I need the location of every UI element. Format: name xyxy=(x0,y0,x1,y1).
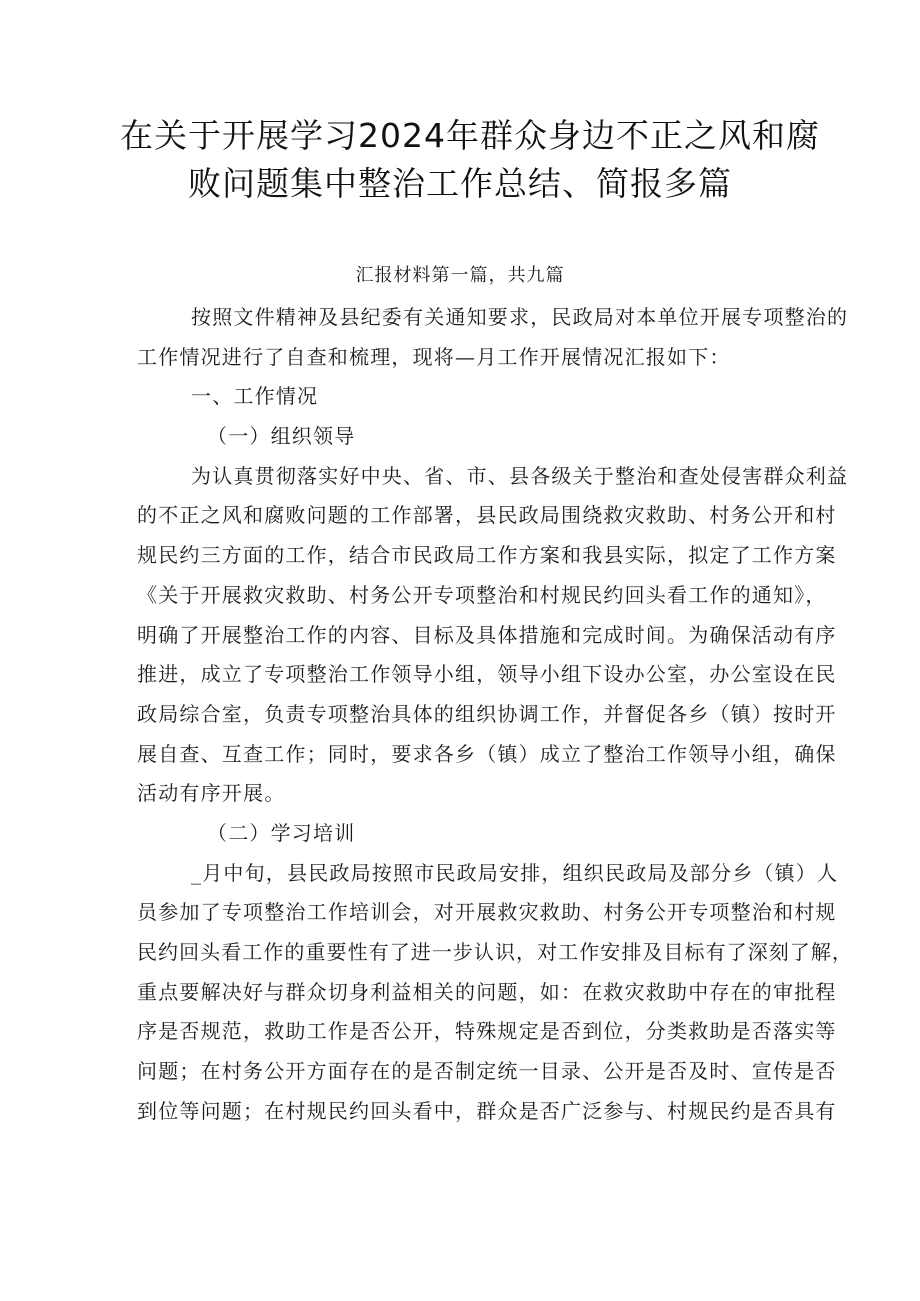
title-line-2: 败问题集中整治工作总结、简报多篇 xyxy=(188,164,732,203)
paragraph-line: 《关于开展救灾救助、村务公开专项整治和村规民约回头看工作的通知》， xyxy=(137,582,827,607)
paragraph-line: 民约回头看工作的重要性有了进一步认识，对工作安排及目标有了深刻了解， xyxy=(137,940,853,964)
paragraph-line: 按照文件精神及县纪委有关通知要求，民政局对本单位开展专项整治的 xyxy=(191,305,849,329)
paragraph-line: 政局综合室，负责专项整治具体的组织协调工作，并督促各乡（镇）按时开 xyxy=(137,701,837,726)
title-line-1: 在关于开展学习2024年群众身边不正之风和腐 xyxy=(120,116,820,155)
subsection-heading: （二）学习培训 xyxy=(207,820,356,845)
paragraph-line: 明确了开展整治工作的内容、目标及具体措施和完成时间。为确保活动有序 xyxy=(137,622,837,647)
document-subtitle: 汇报材料第一篇，共九篇 xyxy=(355,265,565,286)
paragraph-line: 的不正之风和腐败问题的工作部署，县民政局围绕救灾救助、村务公开和村 xyxy=(137,503,837,528)
paragraph-line: 到位等问题；在村规民约回头看中，群众是否广泛参与、村规民约是否具有 xyxy=(137,1098,837,1123)
paragraph-line: 重点要解决好与群众切身利益相关的问题，如：在救灾救助中存在的审批程 xyxy=(137,979,837,1004)
paragraph-line: 推进，成立了专项整治工作领导小组，领导小组下设办公室，办公室设在民 xyxy=(137,662,837,687)
subsection-heading: （一）组织领导 xyxy=(207,424,356,449)
paragraph-line: _月中旬，县民政局按照市民政局安排，组织民政局及部分乡（镇）人 xyxy=(191,860,839,885)
paragraph-line: 问题；在村务公开方面存在的是否制定统一目录、公开是否及时、宣传是否 xyxy=(137,1059,837,1084)
paragraph-line: 员参加了专项整治工作培训会，对开展救灾救助、村务公开专项整治和村规 xyxy=(137,900,837,925)
paragraph-line: 展自查、互查工作；同时，要求各乡（镇）成立了整治工作领导小组，确保 xyxy=(137,741,837,766)
section-heading: 一、工作情况 xyxy=(191,384,319,409)
document-title xyxy=(120,112,820,208)
paragraph-line: 为认真贯彻落实好中央、省、市、县各级关于整治和查处侵害群众利益 xyxy=(191,463,849,488)
document-body xyxy=(137,298,853,1131)
paragraph-line: 序是否规范，救助工作是否公开，特殊规定是否到位，分类救助是否落实等 xyxy=(137,1019,837,1044)
paragraph-line: 活动有序开展。 xyxy=(137,781,286,806)
paragraph-line: 规民约三方面的工作，结合市民政局工作方案和我县实际，拟定了工作方案 xyxy=(137,543,837,568)
paragraph-line: 工作情况进行了自查和梳理，现将—月工作开展情况汇报如下： xyxy=(137,344,731,369)
